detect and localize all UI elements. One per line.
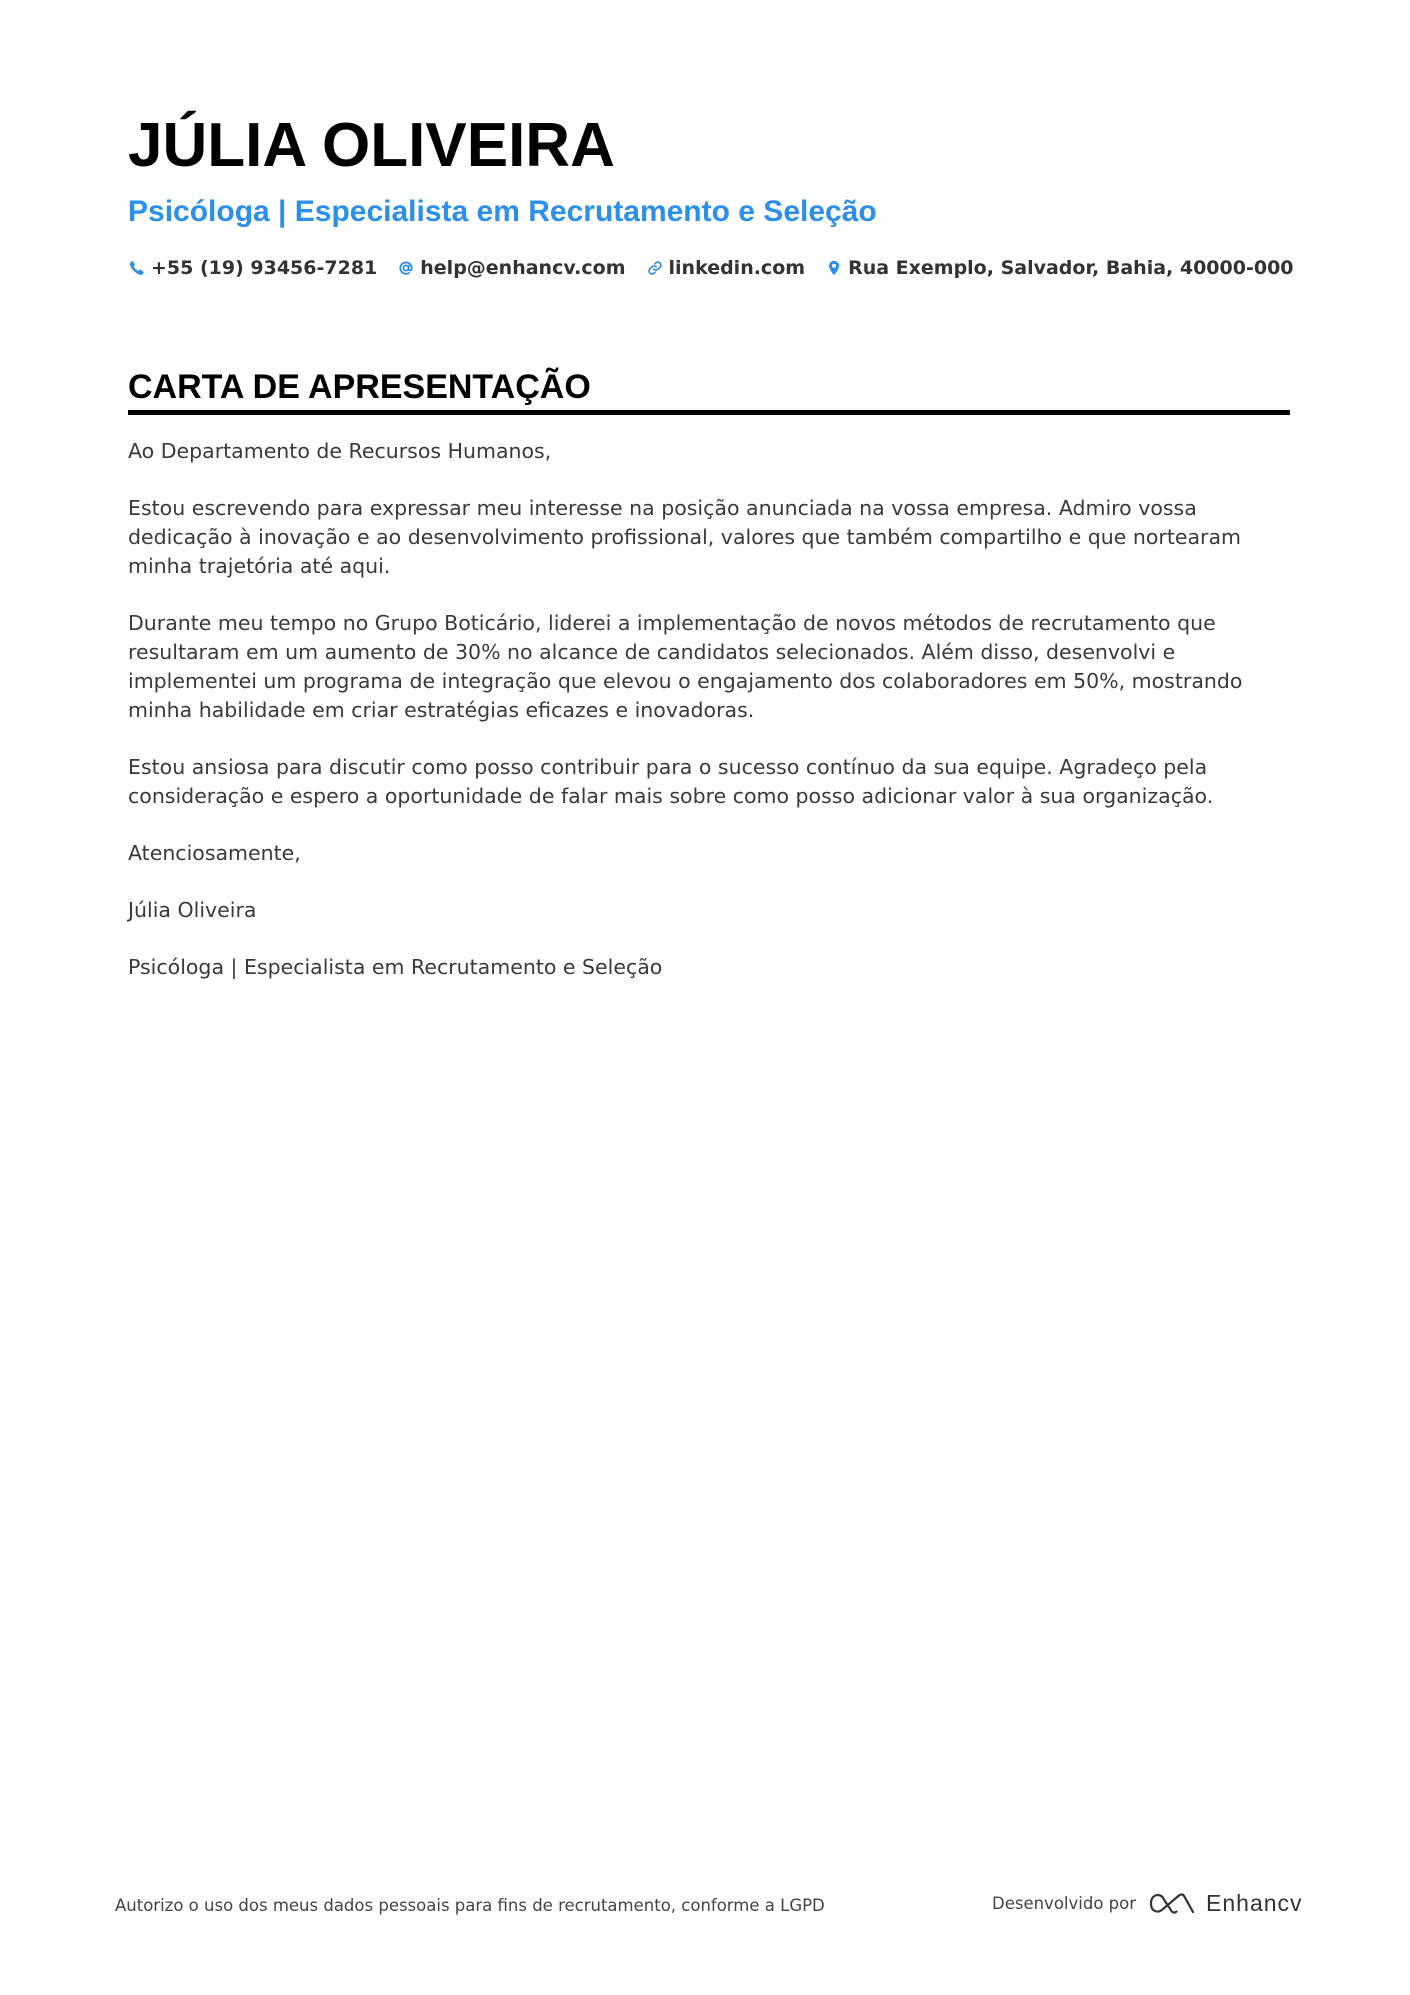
cover-letter-section — [128, 366, 1290, 1010]
contact-linkedin[interactable] — [646, 256, 806, 280]
footer-branding[interactable] — [992, 1890, 1303, 1917]
signature-title: Psicóloga | Especialista em Recrutamento e Seleção — [128, 955, 663, 979]
enhancv-logo-icon — [1148, 1891, 1196, 1917]
letter-greeting: Ao Departamento de Recursos Humanos, — [128, 439, 552, 463]
letter-body — [128, 437, 1290, 982]
contact-phone-text: +55 (19) 93456-7281 — [151, 257, 378, 279]
section-title: CARTA DE APRESENTAÇÃO — [128, 366, 1290, 415]
phone-icon — [128, 259, 146, 277]
enhancv-logo-text: Enhancv — [1206, 1890, 1303, 1916]
at-icon — [397, 259, 415, 277]
contact-email[interactable] — [397, 256, 625, 280]
candidate-name: JÚLIA OLIVEIRA — [128, 111, 615, 180]
contact-address-text: Rua Exemplo, Salvador, Bahia, 40000-000 — [848, 257, 1294, 279]
contact-linkedin-text: linkedin.com — [668, 257, 806, 279]
letter-paragraph: Estou escrevendo para expressar meu interesse na posição anunciada na vossa empresa. Admiro vossa dedicação à inovação e ao desenvolvimento profissional, valores que também compartilho e que nortearam minha trajetória até aqui. — [128, 496, 1242, 578]
header — [128, 108, 1294, 280]
signature-name: Júlia Oliveira — [128, 898, 257, 922]
link-icon — [646, 259, 664, 277]
contact-bar — [128, 256, 1294, 280]
letter-paragraph: Estou ansiosa para discutir como posso contribuir para o sucesso contínuo da sua equipe. Agradeço pela consideração e espero a oportunidade de falar mais sobre como posso adicionar valor à sua organização. — [128, 755, 1214, 808]
contact-address — [825, 256, 1293, 280]
built-by-label: Desenvolvido por — [992, 1894, 1137, 1913]
candidate-title: Psicóloga | Especialista em Recrutamento e Seleção — [128, 195, 877, 228]
contact-phone[interactable] — [128, 256, 377, 280]
contact-email-text: help@enhancv.com — [420, 257, 626, 279]
location-pin-icon — [825, 259, 843, 277]
letter-paragraph: Durante meu tempo no Grupo Boticário, liderei a implementação de novos métodos de recrutamento que resultaram em um aumento de 30% no alcance de candidatos selecionados. Além disso, desenvolvi e implementei um programa de integração que elevou o engajamento dos colaboradores em 50%, mostrando minha habilidade em criar estratégias eficazes e inovadoras. — [128, 611, 1243, 722]
lgpd-consent-note: Autorizo o uso dos meus dados pessoais para fins de recrutamento, conforme a LGPD — [115, 1896, 825, 1915]
letter-closing: Atenciosamente, — [128, 841, 301, 865]
